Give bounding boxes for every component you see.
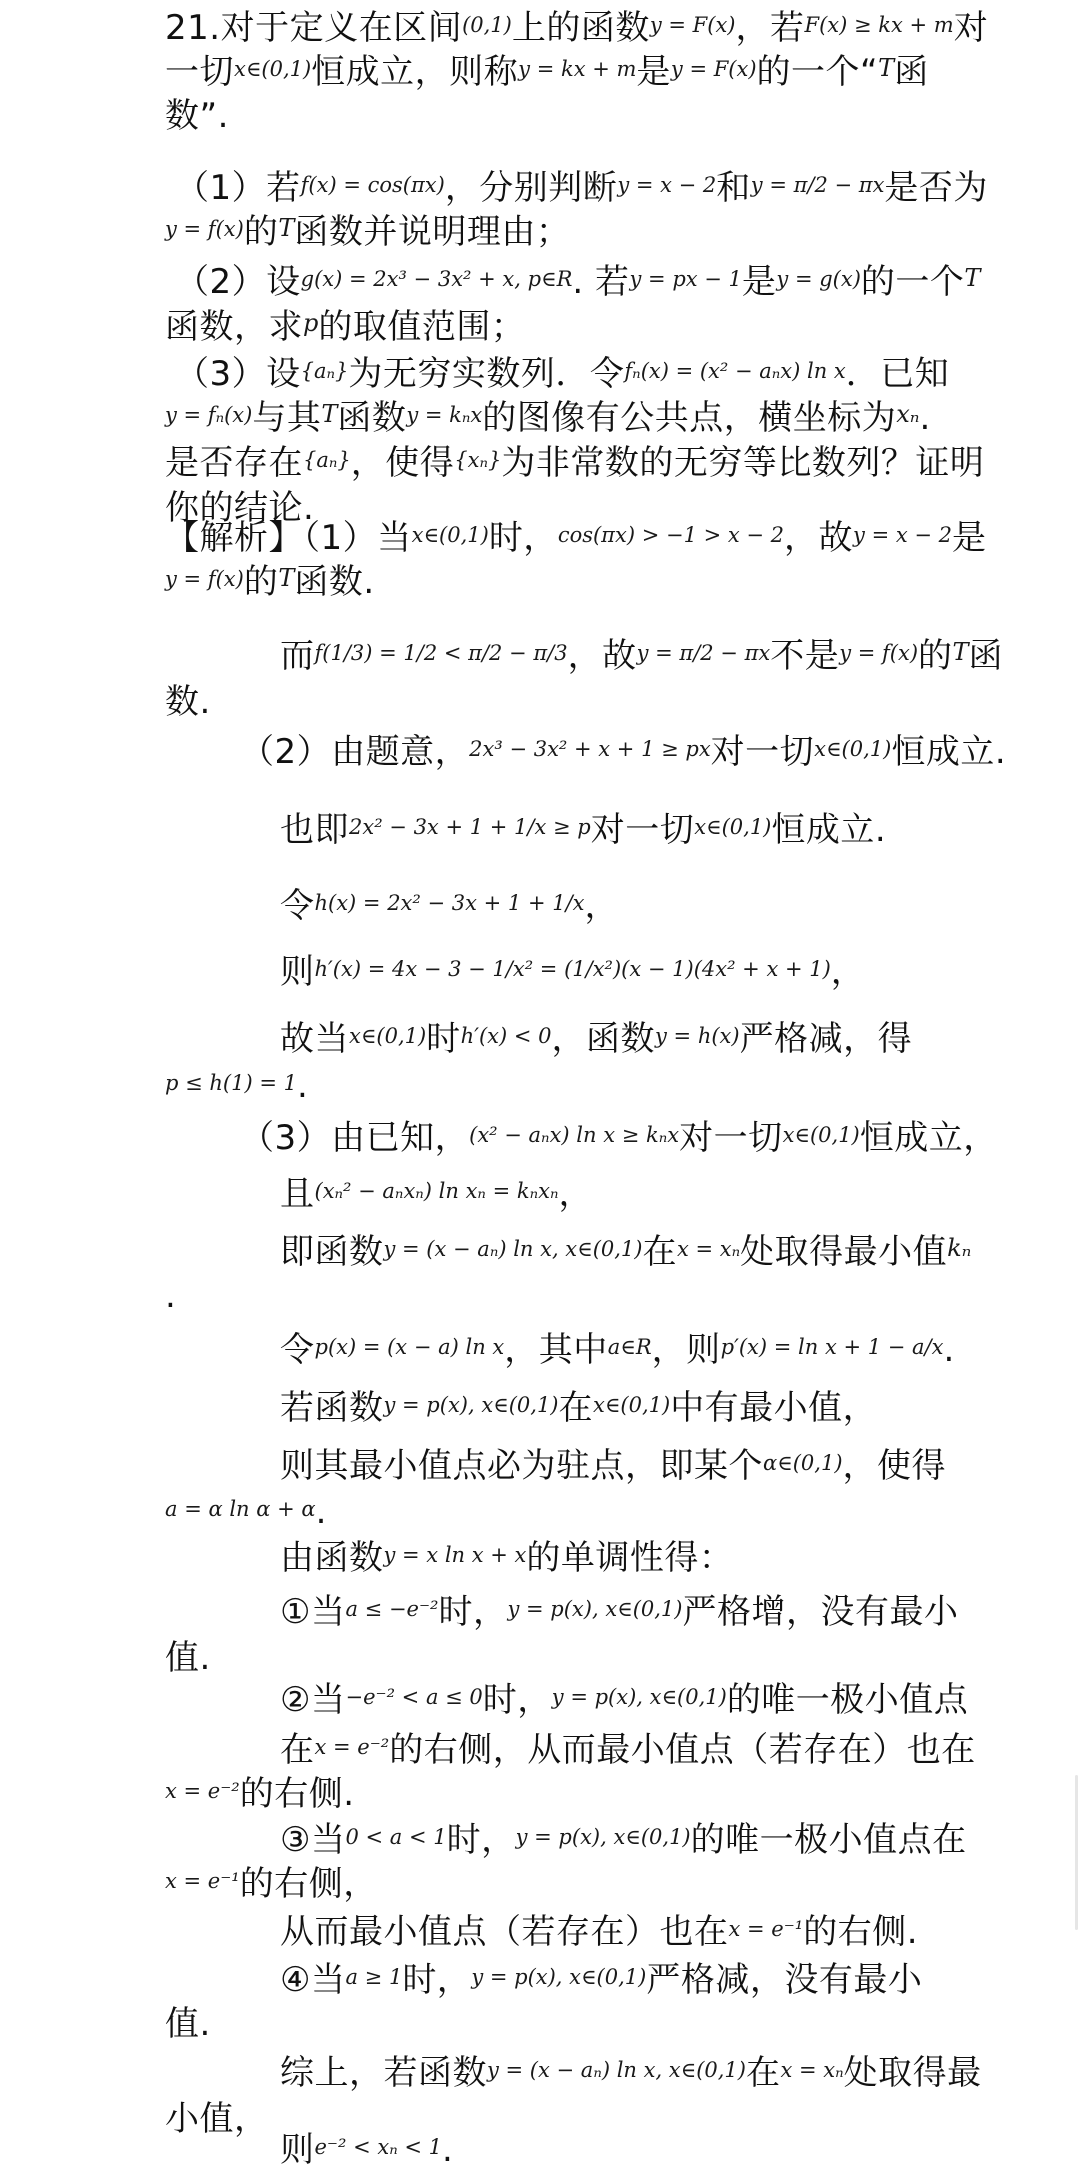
text-run: 的一个“: [756, 52, 879, 92]
math-expression: y = g(x): [776, 267, 861, 291]
text-run: 上的函数: [511, 8, 650, 48]
text-run: 的唯一极小值点: [726, 1680, 969, 1720]
text-line: [0, 1274, 1080, 1318]
text-run: ，使得: [350, 443, 455, 483]
math-expression: T: [952, 638, 969, 666]
math-expression: y = p(x), x∈(0,1): [551, 1685, 727, 1709]
text-run: 函: [968, 636, 1004, 676]
text-run: ④当: [280, 1960, 346, 2000]
text-line: [0, 1678, 1080, 1726]
text-run: 的右侧.: [239, 1774, 355, 1814]
text-line: [0, 1862, 1080, 1910]
text-run: 是否存在: [165, 443, 303, 483]
text-run: 恒成立，: [859, 1118, 998, 1158]
text-line: [0, 1230, 1080, 1278]
text-run: ，则: [651, 1330, 721, 1370]
math-expression: y = f(x): [165, 217, 244, 241]
math-expression: g(x) = 2x³ − 3x² + x, p∈R: [300, 267, 573, 291]
text-run: .: [442, 2130, 454, 2170]
text-line: [0, 2128, 1080, 2176]
text-run: 数.: [165, 682, 211, 722]
math-expression: kₙ: [947, 1234, 972, 1262]
text-run: 对: [953, 8, 989, 48]
text-run: 的右侧，从而最小值点（若存在）也在: [389, 1730, 976, 1770]
text-run: 也即: [280, 810, 349, 850]
math-expression: y = f(x): [165, 567, 244, 591]
text-run: 即函数: [280, 1232, 384, 1272]
math-expression: xₙ: [896, 400, 920, 428]
math-expression: x = e⁻¹: [728, 1917, 804, 1941]
text-line: [0, 1444, 1080, 1492]
math-expression: y = fₙ(x): [165, 403, 253, 427]
math-expression: x = xₙ: [676, 1237, 741, 1261]
text-run: 对一切: [710, 732, 815, 772]
text-line: [0, 1328, 1080, 1376]
text-line: [0, 2051, 1080, 2099]
text-run: 在: [745, 2053, 781, 2093]
text-run: 时，: [438, 1592, 508, 1632]
math-expression: f(x) = cos(πx): [300, 173, 445, 197]
text-line: [0, 1958, 1080, 2006]
math-expression: y = π/2 − πx: [750, 173, 885, 197]
math-expression: {aₙ}: [300, 359, 349, 383]
text-line: [0, 560, 1080, 608]
text-run: .: [943, 1330, 955, 1370]
math-expression: p(x) = (x − a) ln x: [314, 1335, 505, 1359]
text-run: 若函数: [280, 1388, 384, 1428]
text-run: 是: [741, 262, 777, 302]
text-line: [0, 730, 1080, 778]
math-expression: y = x − 2: [617, 173, 717, 197]
text-run: 小值，: [165, 2099, 269, 2139]
math-expression: a ≥ 1: [345, 1965, 403, 1989]
text-run: 的: [243, 212, 279, 252]
text-run: ，: [558, 1174, 593, 1214]
text-run: 【解析】（1）当: [165, 518, 412, 558]
text-run: 的右侧，: [239, 1864, 378, 1904]
text-run: 是否为: [884, 168, 988, 208]
math-expression: a = α ln α + α: [165, 1497, 316, 1521]
math-expression: y = px − 1: [629, 267, 742, 291]
math-expression: T: [878, 54, 895, 82]
text-line: [0, 1116, 1080, 1164]
text-run: 函数，求: [165, 307, 303, 347]
text-line: [0, 50, 1080, 98]
math-expression: a∈R: [607, 1335, 652, 1359]
math-expression: F(x) ≥ kx + m: [804, 13, 954, 37]
math-expression: T: [278, 214, 295, 242]
text-line: [0, 94, 1080, 138]
text-run: 从而最小值点（若存在）也在: [280, 1912, 729, 1952]
math-expression: α∈(0,1): [763, 1451, 843, 1475]
text-line: [0, 1636, 1080, 1680]
text-run: 的单调性得：: [526, 1538, 734, 1578]
text-line: [0, 210, 1080, 258]
math-expression: y = p(x), x∈(0,1): [507, 1597, 683, 1621]
text-run: 时，: [488, 518, 558, 558]
text-run: 则: [280, 2130, 315, 2170]
math-expression: −e⁻² < a ≤ 0: [345, 1685, 483, 1709]
math-expression: fₙ(x) = (x² − aₙx) ln x: [624, 359, 846, 383]
math-expression: y = p(x), x∈(0,1): [383, 1393, 559, 1417]
math-expression: {aₙ}: [303, 448, 351, 472]
text-run: 处取得最小值: [740, 1232, 948, 1272]
text-run: 时: [426, 1019, 461, 1059]
text-run: （2）设: [175, 262, 301, 302]
math-expression: a ≤ −e⁻²: [345, 1597, 439, 1621]
text-run: 处取得最: [843, 2053, 982, 2093]
text-line: [0, 950, 1080, 998]
text-run: 和: [716, 168, 751, 208]
text-line: [0, 166, 1080, 214]
math-expression: T: [964, 264, 981, 292]
text-line: [0, 1490, 1080, 1538]
text-run: 的图像有公共点，横坐标为: [482, 398, 897, 438]
text-run: 在: [558, 1388, 594, 1428]
math-expression: x = xₙ: [780, 2058, 844, 2082]
math-expression: e⁻² < xₙ < 1: [314, 2135, 443, 2159]
math-expression: (0,1): [462, 13, 512, 37]
text-run: 对一切: [679, 1118, 783, 1158]
math-expression: f(1/3) = 1/2 < π/2 − π/3: [314, 641, 568, 665]
math-expression: x = e⁻²: [314, 1735, 390, 1759]
text-run: 严格减，没有最小: [646, 1960, 923, 2000]
text-line: [0, 260, 1080, 308]
math-expression: x∈(0,1): [411, 523, 489, 547]
text-run: （1）若: [175, 168, 301, 208]
math-expression: x = e⁻¹: [165, 1869, 240, 1893]
text-run: 恒成立，则称: [311, 52, 519, 92]
text-run: . 若: [572, 262, 630, 302]
math-expression: y = kₙx: [406, 403, 483, 427]
text-run: 严格减，得: [739, 1019, 913, 1059]
text-line: [0, 1772, 1080, 1820]
text-run: 时，: [402, 1960, 472, 2000]
text-run: 的: [243, 562, 279, 602]
math-expression: (xₙ² − aₙxₙ) ln xₙ = kₙxₙ: [314, 1179, 559, 1203]
text-run: 时，: [482, 1680, 552, 1720]
math-expression: y = p(x), x∈(0,1): [515, 1825, 691, 1849]
text-line: [0, 6, 1080, 54]
text-run: 与其: [252, 398, 322, 438]
text-line: [0, 1818, 1080, 1866]
math-expression: y = f(x): [839, 641, 919, 665]
text-run: 由函数: [280, 1538, 384, 1578]
text-run: 函数并说明理由；: [294, 212, 571, 252]
text-run: 数”.: [165, 96, 229, 136]
text-run: 函数: [337, 398, 407, 438]
math-expression: y = π/2 − πx: [636, 641, 771, 665]
text-run: 的: [918, 636, 953, 676]
text-line: [0, 680, 1080, 724]
text-run: （3）由已知，: [240, 1118, 470, 1158]
math-expression: p ≤ h(1) = 1: [165, 1071, 297, 1095]
math-expression: p′(x) = ln x + 1 − a/x: [720, 1335, 944, 1359]
math-expression: y = x ln x + x: [383, 1543, 527, 1567]
text-line: [0, 1728, 1080, 1776]
text-run: 则: [280, 952, 315, 992]
math-expression: x∈(0,1): [814, 737, 892, 761]
text-run: ，分别判断: [444, 168, 618, 208]
text-run: 为无穷实数列．令: [348, 354, 625, 394]
text-line: [0, 2002, 1080, 2046]
math-expression: y = x − 2: [853, 523, 952, 547]
text-run: 且: [280, 1174, 315, 1214]
text-line: [0, 396, 1080, 444]
text-run: （2）由题意，: [240, 732, 470, 772]
text-run: 值.: [165, 2004, 211, 2044]
text-line: [0, 516, 1080, 564]
math-expression: y = F(x): [649, 13, 736, 37]
math-expression: y = p(x), x∈(0,1): [471, 1965, 647, 1989]
text-run: ，: [584, 886, 620, 926]
text-run: 在: [280, 1730, 315, 1770]
math-expression: y = kx + m: [518, 57, 637, 81]
text-line: [0, 1386, 1080, 1434]
text-run: 函: [894, 52, 929, 92]
math-expression: x∈(0,1): [593, 1393, 671, 1417]
text-run: 你的结论.: [165, 488, 315, 528]
math-expression: h′(x) < 0: [460, 1024, 552, 1048]
text-run: .: [919, 398, 931, 438]
math-expression: y = (x − aₙ) ln x, x∈(0,1): [487, 2058, 746, 2082]
text-line: [0, 352, 1080, 400]
text-run: （3）设: [175, 354, 301, 394]
text-run: .: [296, 1066, 309, 1106]
text-line: [0, 1172, 1080, 1220]
text-run: 函数.: [294, 562, 375, 602]
text-run: 值.: [165, 1638, 211, 1678]
text-line: [0, 441, 1080, 489]
text-run: 在: [642, 1232, 677, 1272]
text-line: [0, 634, 1080, 682]
text-line: [0, 1017, 1080, 1065]
text-line: [0, 884, 1080, 932]
text-run: 是: [952, 518, 987, 558]
math-expression: (x² − aₙx) ln x ≥ kₙx: [469, 1123, 680, 1147]
text-line: [0, 808, 1080, 856]
math-expression: y = (x − aₙ) ln x, x∈(0,1): [383, 1237, 643, 1261]
text-run: 的取值范围；: [318, 307, 526, 347]
text-run: 而: [280, 636, 315, 676]
text-run: 恒成立.: [891, 732, 1007, 772]
text-run: .: [315, 1492, 327, 1532]
text-line: [0, 1064, 1080, 1112]
text-run: ，故: [784, 518, 854, 558]
scrollbar-thumb[interactable]: [1075, 1775, 1078, 1930]
text-line: [0, 1590, 1080, 1638]
math-expression: x = e⁻²: [165, 1779, 240, 1803]
text-run: ．已知: [845, 354, 950, 394]
text-run: ，函数: [551, 1019, 656, 1059]
text-run: ②当: [280, 1680, 346, 1720]
math-expression: x∈(0,1): [234, 57, 312, 81]
math-expression: 2x² − 3x + 1 + 1/x ≥ p: [349, 815, 591, 839]
text-run: 的右侧.: [803, 1912, 919, 1952]
text-line: [0, 305, 1080, 352]
text-run: 综上，若函数: [280, 2053, 487, 2093]
text-run: 则其最小值点必为驻点，即某个: [280, 1446, 763, 1486]
text-run: ，: [830, 952, 866, 992]
text-run: 时，: [446, 1820, 516, 1860]
text-run: ③当: [280, 1820, 346, 1860]
math-expression: 0 < a < 1: [345, 1825, 447, 1849]
text-run: ，其中: [504, 1330, 608, 1370]
text-run: 恒成立.: [771, 810, 887, 850]
math-expression: h(x) = 2x² − 3x + 1 + 1/x: [314, 891, 585, 915]
text-run: ①当: [280, 1592, 346, 1632]
text-run: 的一个: [860, 262, 965, 302]
math-expression: T: [278, 564, 295, 592]
math-expression: y = F(x): [670, 57, 757, 81]
text-line: [0, 1536, 1080, 1584]
math-expression: x∈(0,1): [694, 815, 772, 839]
math-expression: 2x³ − 3x² + x + 1 ≥ px: [469, 737, 711, 761]
text-run: 令: [280, 886, 315, 926]
text-run: ，故: [567, 636, 637, 676]
math-expression: {xₙ}: [454, 448, 502, 472]
text-run: ，使得: [842, 1446, 947, 1486]
text-run: 故当: [280, 1019, 349, 1059]
text-run: 是: [636, 52, 671, 92]
math-expression: y = h(x): [655, 1024, 740, 1048]
text-run: 一切: [165, 52, 234, 92]
math-expression: cos(πx) > −1 > x − 2: [557, 523, 785, 547]
math-expression: T: [321, 400, 338, 428]
text-run: 中有最小值，: [670, 1388, 878, 1428]
text-run: 21.对于定义在区间: [165, 8, 463, 48]
text-run: 严格增，没有最小: [682, 1592, 959, 1632]
text-run: 不是: [770, 636, 840, 676]
math-expression: p: [303, 309, 319, 337]
text-run: 令: [280, 1330, 315, 1370]
math-expression: x∈(0,1): [349, 1024, 427, 1048]
text-run: ，若: [735, 8, 805, 48]
text-run: 为非常数的无穷等比数列？证明: [501, 443, 985, 483]
text-run: 的唯一极小值点在: [690, 1820, 967, 1860]
text-run: .: [165, 1276, 177, 1316]
math-expression: h′(x) = 4x − 3 − 1/x² = (1/x²)(x − 1)(4x² + x + 1): [314, 957, 831, 981]
math-expression: x∈(0,1): [782, 1123, 860, 1147]
text-line: [0, 1910, 1080, 1958]
text-run: 对一切: [590, 810, 695, 850]
